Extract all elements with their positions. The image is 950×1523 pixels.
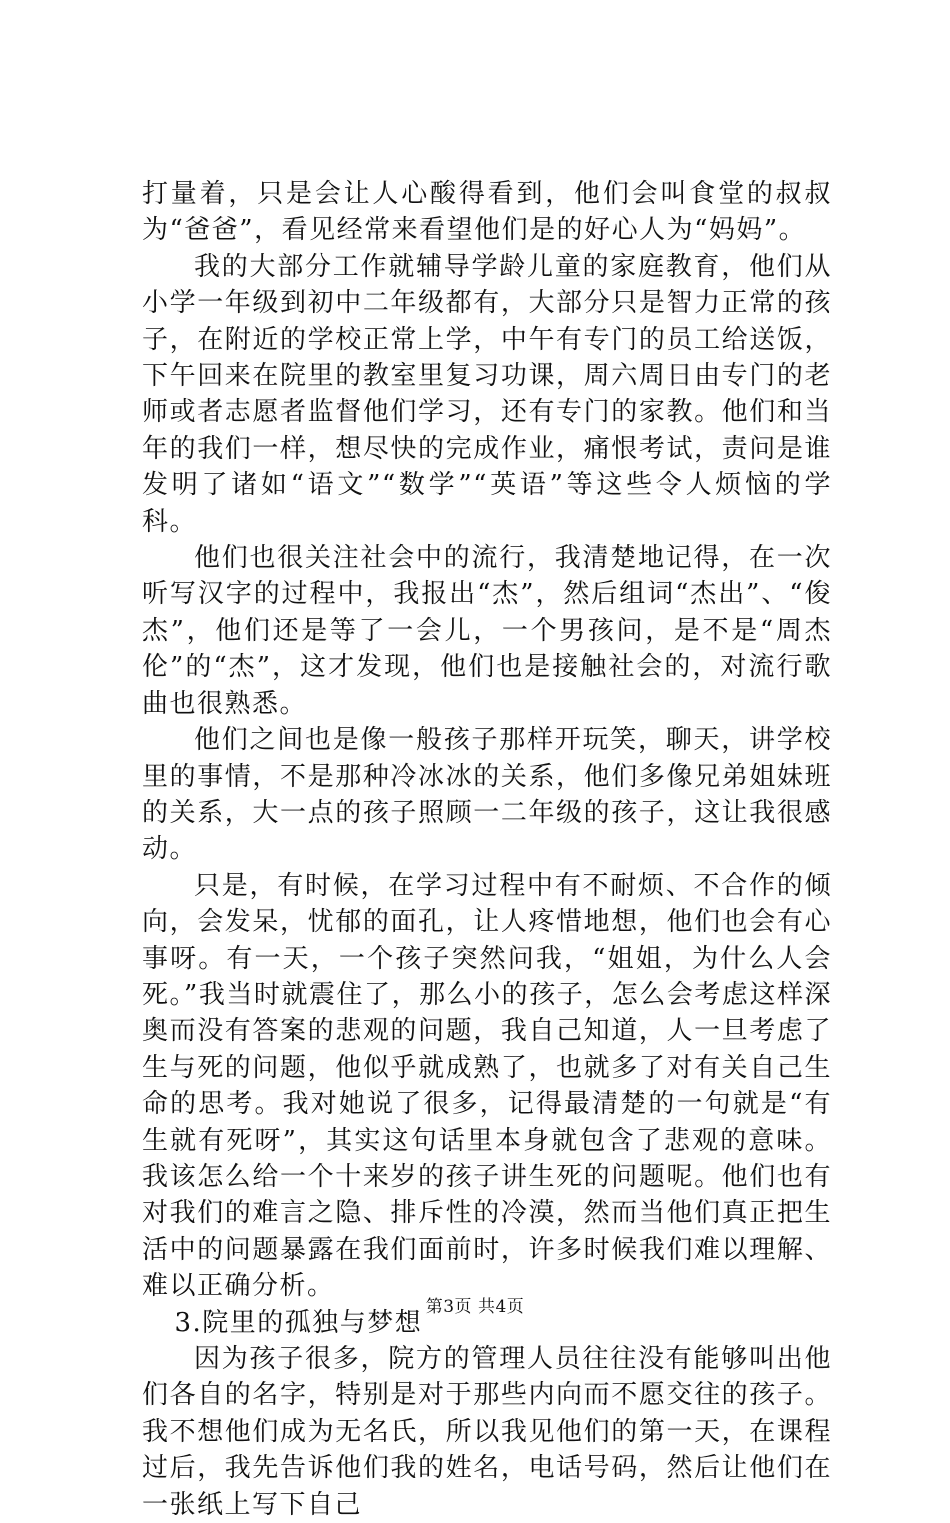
paragraph-2: 我的大部分工作就辅导学龄儿童的家庭教育，他们从小学一年级到初中二年级都有，大部分只是智力正常的孩子，在附近的学校正常上学，中午有专门的员工给送饭，下午回来在院里的教室里复习功课，周六周日由专门的老师或者志愿者监督他们学习，还有专门的家教。他们和当年的我们一样，想尽快的完成作业，痛恨考试，责问是谁发明了诸如“语文”“数学”“英语”等这些令人烦恼的学科。	[142, 251, 832, 537]
page-footer: 第3页 共4页	[425, 1297, 525, 1317]
paragraph-3: 他们也很关注社会中的流行，我清楚地记得，在一次听写汉字的过程中，我报出“杰”，然后组词“杰出”、“俊杰”，他们还是等了一会儿，一个男孩问，是不是“周杰伦”的“杰”，这才发现，他们也是接触社会的，对流行歌曲也很熟悉。	[142, 543, 832, 719]
section-heading: 3.院里的孤独与梦想	[174, 1307, 423, 1338]
document-body	[142, 176, 832, 1523]
paragraph-1: 打量着，只是会让人心酸得看到，他们会叫食堂的叔叔为“爸爸”，看见经常来看望他们是的好心人为“妈妈”。	[142, 179, 832, 246]
paragraph-5: 只是，有时候，在学习过程中有不耐烦、不合作的倾向，会发呆，忧郁的面孔，让人疼惜地想，他们也会有心事呀。有一天，一个孩子突然问我，“姐姐，为什么人会死。”我当时就震住了，那么小的孩子，怎么会考虑这样深奥而没有答案的悲观的问题，我自己知道，人一旦考虑了生与死的问题，他似乎就成熟了，也就多了对有关自己生命的思考。我对她说了很多，记得最清楚的一句就是“有生就有死呀”，其实这句话里本身就包含了悲观的意味。我该怎么给一个十来岁的孩子讲生死的问题呢。他们也有对我们的难言之隐、排斥性的冷漠，然而当他们真正把生活中的问题暴露在我们面前时，许多时候我们难以理解、难以正确分析。	[142, 870, 832, 1302]
paragraph-6: 因为孩子很多，院方的管理人员往往没有能够叫出他们各自的名字，特别是对于那些内向而不愿交往的孩子。我不想他们成为无名氏，所以我见他们的第一天，在课程过后，我先告诉他们我的姓名，电话号码，然后让他们在一张纸上写下自己	[142, 1344, 832, 1520]
paragraph-4: 他们之间也是像一般孩子那样开玩笑，聊天，讲学校里的事情，不是那种冷冰冰的关系，他们多像兄弟姐妹班的关系，大一点的孩子照顾一二年级的孩子，这让我很感动。	[142, 725, 832, 865]
